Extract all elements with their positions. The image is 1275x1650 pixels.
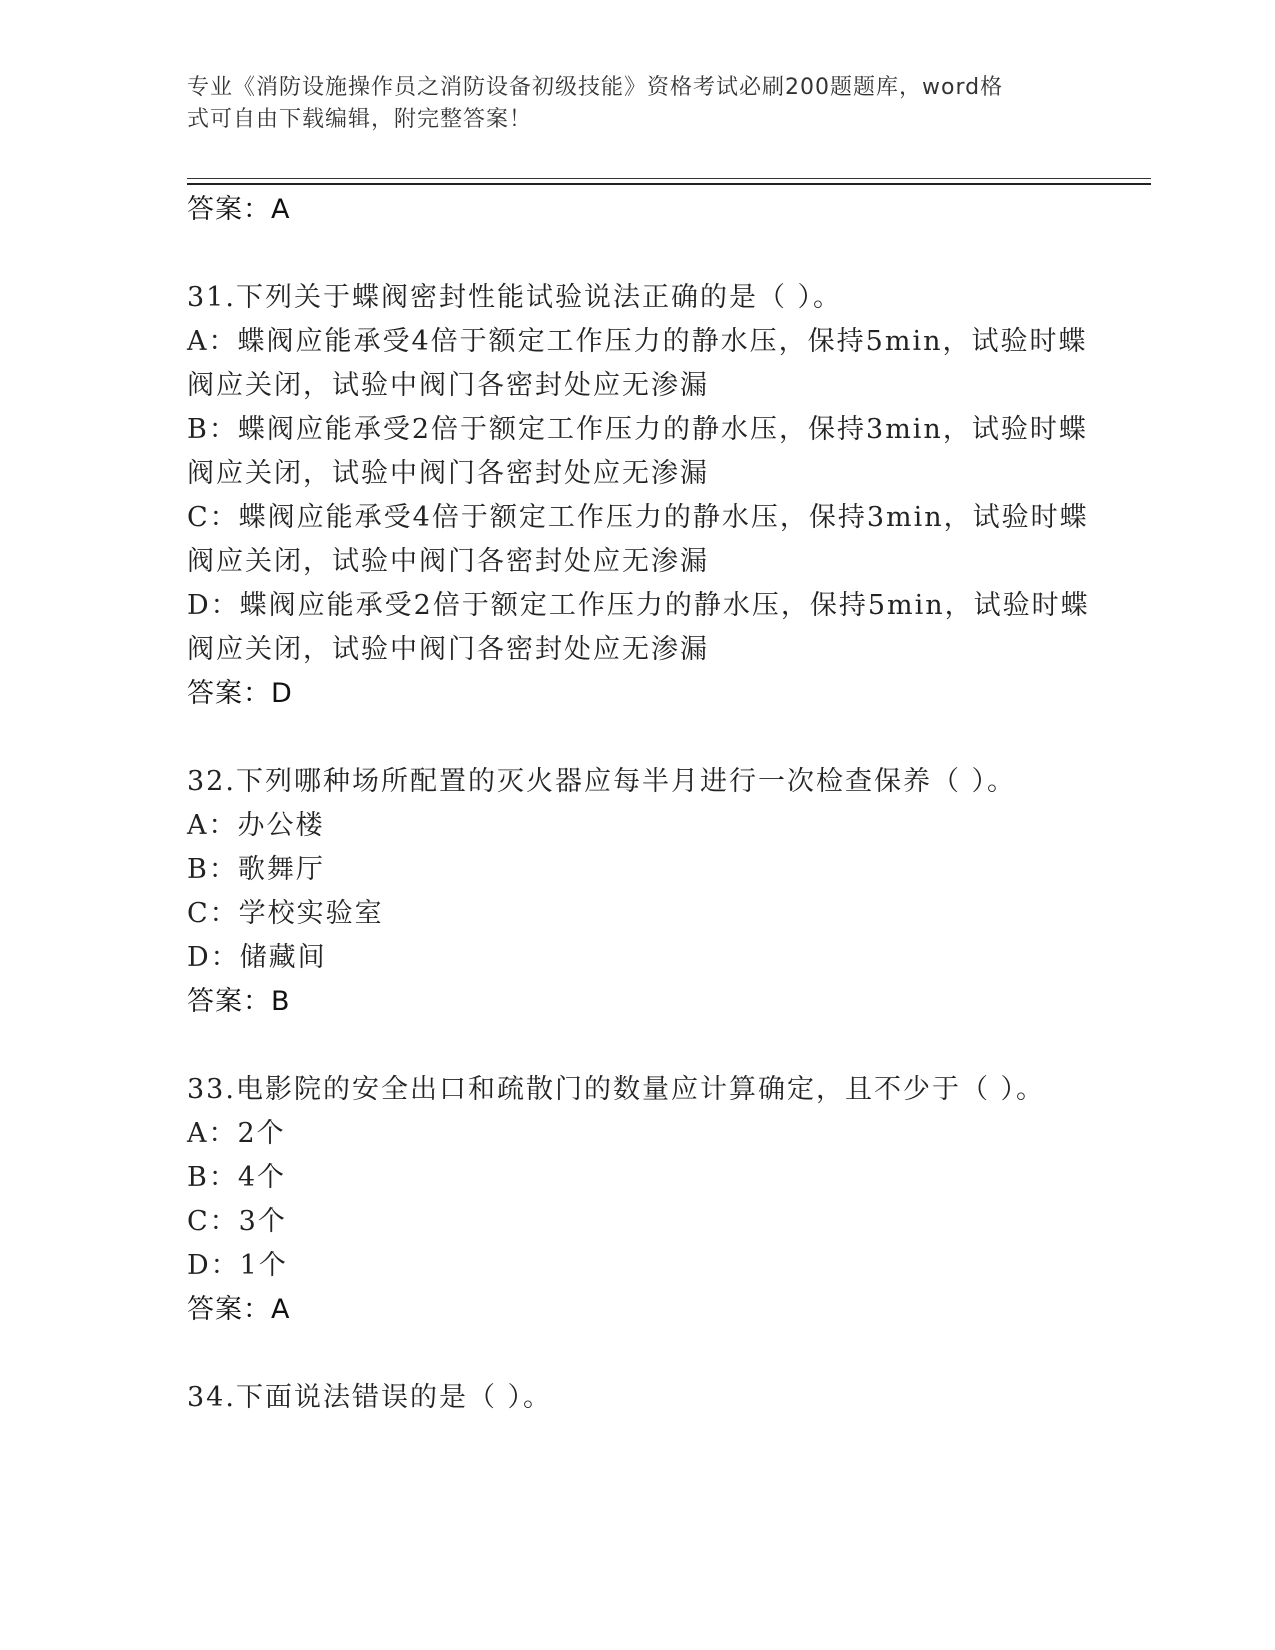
- question-33-stem: 33.电影院的安全出口和疏散门的数量应计算确定，且不少于（ ）。: [187, 1074, 1046, 1105]
- question-32-option-b: B：歌舞厅: [187, 854, 325, 885]
- header-rule-thick: [187, 183, 1151, 185]
- question-32-option-c: C：学校实验室: [187, 898, 384, 929]
- question-33-option-a: A：2个: [187, 1118, 286, 1149]
- question-32-option-a: A：办公楼: [187, 810, 325, 841]
- question-32-answer: 答案：B: [187, 986, 291, 1017]
- question-33-option-c: C：3个: [187, 1206, 287, 1237]
- question-33-option-b: B：4个: [187, 1162, 287, 1193]
- previous-answer: 答案：A: [187, 194, 291, 225]
- question-32-option-d: D：储藏间: [187, 942, 327, 973]
- question-34-stem: 34.下面说法错误的是（ ）。: [187, 1382, 553, 1413]
- question-31-option-a-line-1: A：蝶阀应能承受4倍于额定工作压力的静水压，保持5min，试验时蝶: [187, 326, 1088, 357]
- question-31-option-d-line-2: 阀应关闭，试验中阀门各密封处应无渗漏: [187, 634, 709, 665]
- document-header: [187, 72, 1067, 136]
- header-rule-thin: [187, 178, 1151, 179]
- question-33-option-d: D：1个: [187, 1250, 288, 1281]
- question-31-option-c-line-2: 阀应关闭，试验中阀门各密封处应无渗漏: [187, 546, 709, 577]
- header-line-2: 式可自由下载编辑，附完整答案！: [187, 107, 533, 132]
- header-line-1: 专业《消防设施操作员之消防设备初级技能》资格考试必刷200题题库，word格: [187, 75, 1004, 100]
- question-31-option-c-line-1: C：蝶阀应能承受4倍于额定工作压力的静水压，保持3min，试验时蝶: [187, 502, 1089, 533]
- question-31-option-a-line-2: 阀应关闭，试验中阀门各密封处应无渗漏: [187, 370, 709, 401]
- question-31-answer: 答案：D: [187, 678, 293, 709]
- question-31-option-d-line-1: D：蝶阀应能承受2倍于额定工作压力的静水压，保持5min，试验时蝶: [187, 590, 1090, 621]
- question-32-stem: 32.下列哪种场所配置的灭火器应每半月进行一次检查保养（ ）。: [187, 766, 1017, 797]
- question-31-option-b-line-2: 阀应关闭，试验中阀门各密封处应无渗漏: [187, 458, 709, 489]
- question-31-option-b-line-1: B：蝶阀应能承受2倍于额定工作压力的静水压，保持3min，试验时蝶: [187, 414, 1088, 445]
- question-33-answer: 答案：A: [187, 1294, 291, 1325]
- question-31-stem: 31.下列关于蝶阀密封性能试验说法正确的是（ ）。: [187, 282, 843, 313]
